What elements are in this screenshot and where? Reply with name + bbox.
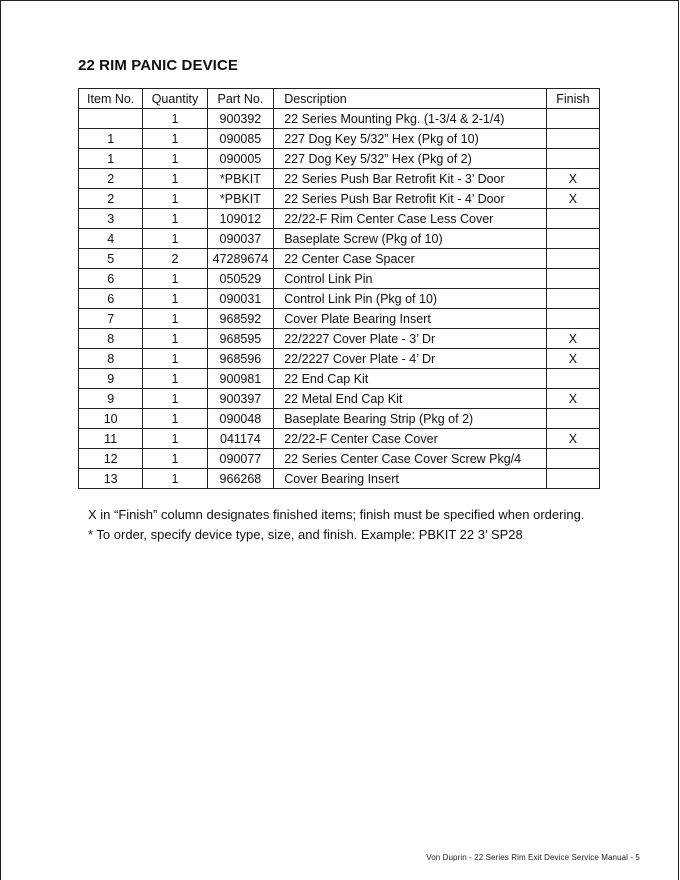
table-header-row [79,89,600,109]
note-finish: X in “Finish” column designates finished items; finish must be specified when ordering. [88,507,585,522]
cell-finish: X [546,169,599,189]
cell-part-no: 090031 [207,289,274,309]
cell-quantity: 1 [143,409,207,429]
cell-finish: X [546,349,599,369]
table-row [79,369,600,389]
cell-finish [546,249,599,269]
cell-item-no: 2 [79,169,143,189]
cell-part-no: 090085 [207,129,274,149]
table-row [79,269,600,289]
cell-item-no: 9 [79,389,143,409]
cell-part-no: *PBKIT [207,169,274,189]
cell-finish [546,269,599,289]
cell-finish [546,149,599,169]
cell-item-no: 5 [79,249,143,269]
cell-item-no: 13 [79,469,143,489]
cell-quantity: 1 [143,289,207,309]
cell-item-no [79,109,143,129]
cell-description: Control Link Pin [274,269,547,289]
cell-description: Cover Bearing Insert [274,469,547,489]
cell-part-no: 090005 [207,149,274,169]
cell-quantity: 1 [143,369,207,389]
cell-quantity: 1 [143,309,207,329]
table-row [79,209,600,229]
cell-description: 22 Series Mounting Pkg. (1-3/4 & 2-1/4) [274,109,547,129]
table-row [79,409,600,429]
header-description: Description [274,89,547,109]
cell-finish [546,289,599,309]
cell-description: 22 End Cap Kit [274,369,547,389]
cell-description: 22 Series Push Bar Retrofit Kit - 4’ Door [274,189,547,209]
cell-item-no: 1 [79,129,143,149]
cell-quantity: 1 [143,189,207,209]
cell-quantity: 1 [143,149,207,169]
header-finish: Finish [546,89,599,109]
cell-item-no: 1 [79,149,143,169]
table-row [79,169,600,189]
table-row [79,109,600,129]
cell-part-no: 090077 [207,449,274,469]
cell-part-no: *PBKIT [207,189,274,209]
cell-finish [546,369,599,389]
cell-part-no: 47289674 [207,249,274,269]
cell-finish [546,409,599,429]
cell-quantity: 1 [143,389,207,409]
cell-finish: X [546,429,599,449]
cell-description: Cover Plate Bearing Insert [274,309,547,329]
table-row [79,389,600,409]
table-row [79,309,600,329]
table-row [79,229,600,249]
cell-part-no: 090037 [207,229,274,249]
cell-quantity: 1 [143,449,207,469]
cell-description: 22/2227 Cover Plate - 3’ Dr [274,329,547,349]
table-row [79,329,600,349]
table-row [79,429,600,449]
cell-description: 22/2227 Cover Plate - 4’ Dr [274,349,547,369]
cell-quantity: 1 [143,209,207,229]
cell-part-no: 968596 [207,349,274,369]
cell-description: Baseplate Screw (Pkg of 10) [274,229,547,249]
note-ordering: * To order, specify device type, size, and finish. Example: PBKIT 22 3’ SP28 [88,527,523,542]
cell-part-no: 966268 [207,469,274,489]
table-row [79,449,600,469]
cell-finish [546,309,599,329]
cell-finish [546,129,599,149]
cell-part-no: 041174 [207,429,274,449]
cell-description: 22 Series Push Bar Retrofit Kit - 3’ Door [274,169,547,189]
cell-finish: X [546,189,599,209]
cell-finish: X [546,389,599,409]
cell-quantity: 1 [143,169,207,189]
cell-item-no: 4 [79,229,143,249]
cell-description: Control Link Pin (Pkg of 10) [274,289,547,309]
cell-description: 22 Metal End Cap Kit [274,389,547,409]
cell-item-no: 8 [79,349,143,369]
cell-quantity: 1 [143,229,207,249]
cell-item-no: 9 [79,369,143,389]
cell-description: 227 Dog Key 5/32” Hex (Pkg of 2) [274,149,547,169]
header-part-no: Part No. [207,89,274,109]
cell-description: 22/22-F Center Case Cover [274,429,547,449]
header-quantity: Quantity [143,89,207,109]
cell-quantity: 1 [143,329,207,349]
parts-table [78,88,600,489]
cell-finish [546,229,599,249]
header-item-no: Item No. [79,89,143,109]
cell-quantity: 1 [143,129,207,149]
cell-description: 22/22-F Rim Center Case Less Cover [274,209,547,229]
cell-part-no: 050529 [207,269,274,289]
cell-finish [546,449,599,469]
cell-description: 22 Series Center Case Cover Screw Pkg/4 [274,449,547,469]
cell-description: Baseplate Bearing Strip (Pkg of 2) [274,409,547,429]
cell-part-no: 900981 [207,369,274,389]
page-footer: Von Duprin - 22 Series Rim Exit Device Service Manual - 5 [426,853,640,862]
cell-quantity: 2 [143,249,207,269]
table-row [79,249,600,269]
table-row [79,129,600,149]
cell-quantity: 1 [143,269,207,289]
cell-part-no: 090048 [207,409,274,429]
table-row [79,149,600,169]
cell-item-no: 7 [79,309,143,329]
cell-item-no: 6 [79,289,143,309]
cell-item-no: 8 [79,329,143,349]
cell-part-no: 900392 [207,109,274,129]
cell-finish [546,209,599,229]
cell-description: 227 Dog Key 5/32” Hex (Pkg of 10) [274,129,547,149]
table-row [79,189,600,209]
table-row [79,349,600,369]
cell-item-no: 3 [79,209,143,229]
cell-quantity: 1 [143,429,207,449]
notes [88,505,584,545]
table-row [79,469,600,489]
cell-quantity: 1 [143,349,207,369]
cell-finish: X [546,329,599,349]
cell-part-no: 109012 [207,209,274,229]
cell-quantity: 1 [143,469,207,489]
table-row [79,289,600,309]
cell-description: 22 Center Case Spacer [274,249,547,269]
cell-item-no: 11 [79,429,143,449]
cell-finish [546,109,599,129]
cell-part-no: 968595 [207,329,274,349]
cell-item-no: 10 [79,409,143,429]
cell-part-no: 900397 [207,389,274,409]
cell-finish [546,469,599,489]
cell-quantity: 1 [143,109,207,129]
cell-item-no: 12 [79,449,143,469]
cell-item-no: 2 [79,189,143,209]
parts-table-body [79,109,600,489]
cell-part-no: 968592 [207,309,274,329]
cell-item-no: 6 [79,269,143,289]
section-title: 22 RIM PANIC DEVICE [78,57,238,74]
